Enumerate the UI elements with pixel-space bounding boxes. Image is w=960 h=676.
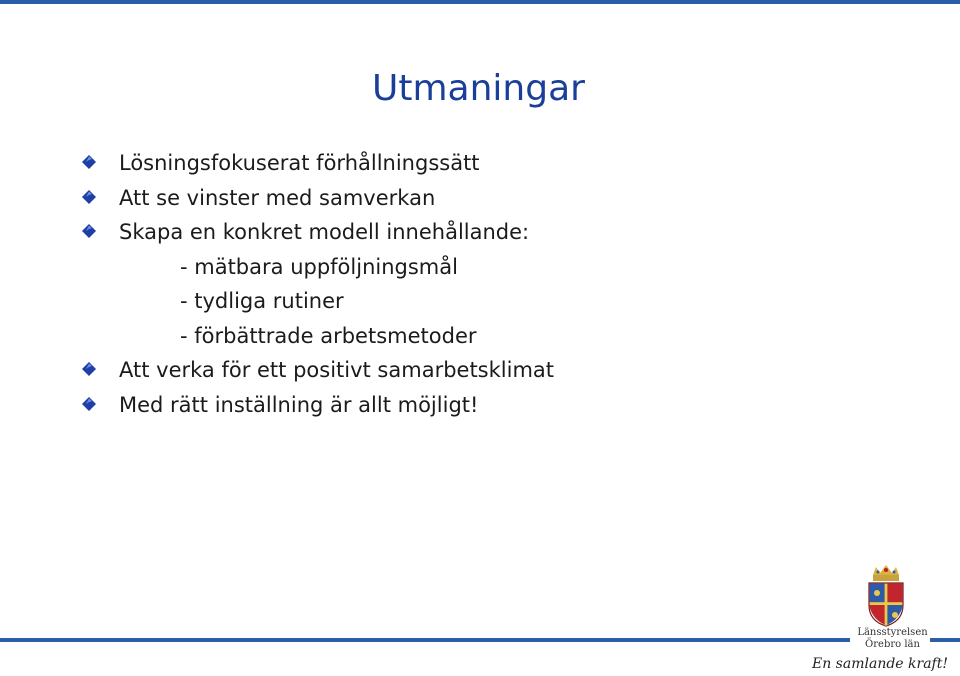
sub-list-item [82,250,822,285]
list-item [82,215,822,250]
org-name-line2: Örebro län [865,639,920,650]
sub-list-item-text: - förbättrade arbetsmetoder [180,323,477,348]
list-item [82,181,822,216]
sub-list-item-text: - tydliga rutiner [180,289,344,313]
bottom-rule-right [930,638,960,642]
list-item [82,388,822,423]
list-item-text: Lösningsfokuserat förhållningssätt [119,151,480,175]
top-rule [0,0,960,4]
diamond-bullet-icon [82,397,96,411]
list-item-text: Att verka för ett positivt samarbetsklimat [119,358,555,382]
list-item [82,353,822,388]
slide-title-text: Utmaningar [372,68,585,109]
list-item-text: Med rätt inställning är allt möjligt! [119,392,479,417]
sub-list-item [82,319,822,354]
diamond-bullet-icon [82,190,96,204]
list-item [82,146,822,181]
org-name-line1: Länsstyrelsen [857,627,928,638]
bottom-rule [0,638,850,642]
sub-list-item [82,284,822,319]
slogan: En samlande kraft! [812,656,948,672]
bullet-list [82,146,822,422]
diamond-bullet-icon [82,362,96,376]
county-coat-of-arms-icon [865,565,907,627]
list-item-text: Skapa en konkret modell innehållande: [119,220,530,244]
sub-list-item-text: - mätbara uppföljningsmål [180,254,458,279]
diamond-bullet-icon [82,155,96,169]
list-item-text: Att se vinster med samverkan [119,185,436,210]
diamond-bullet-icon [82,224,96,238]
